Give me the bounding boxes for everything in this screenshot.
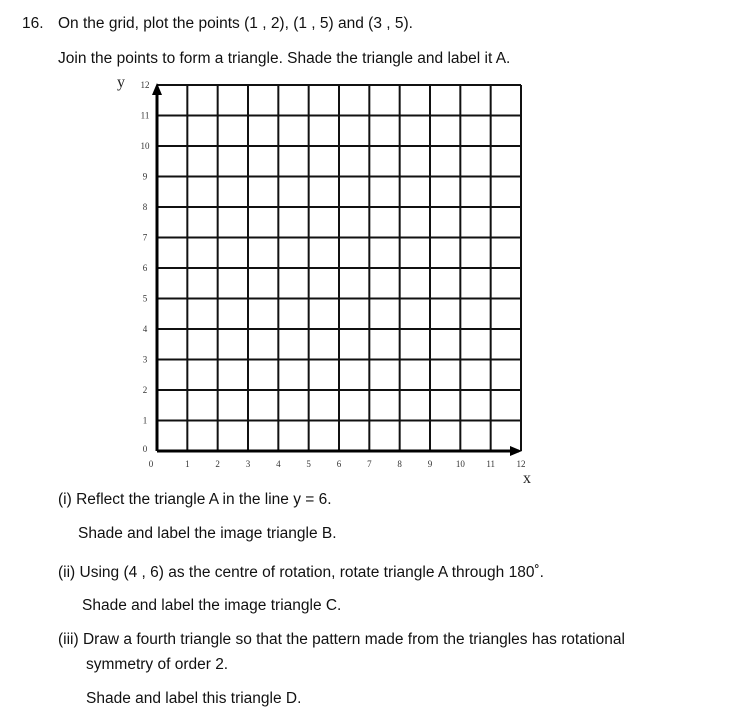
x-tick-label: 6: [336, 459, 342, 469]
tick-labels: [141, 80, 526, 469]
y-axis-label: y: [117, 74, 125, 91]
y-tick-label: 1: [142, 415, 148, 426]
y-tick-label: 2: [142, 385, 148, 395]
y-tick-label: 7: [142, 232, 148, 243]
y-tick-label: 5: [142, 293, 148, 304]
x-tick-label: 12: [516, 459, 526, 469]
x-tick-label: 2: [215, 459, 220, 469]
part-ii-instruction: Shade and label the image triangle C.: [82, 597, 342, 614]
part-i-instruction: Shade and label the image triangle B.: [78, 525, 337, 542]
x-tick-label: 11: [486, 459, 496, 469]
y-tick-label: 4: [142, 324, 148, 334]
question-number: 16.: [22, 15, 44, 32]
y-tick-label: 10: [140, 141, 150, 151]
y-tick-label: 0: [142, 444, 148, 454]
x-tick-label: 7: [367, 459, 372, 469]
x-axis-label: x: [523, 470, 531, 487]
x-tick-label: 0: [148, 459, 154, 469]
part-i-text: (i) Reflect the triangle A in the line y = 6.: [58, 491, 332, 508]
y-tick-label: 8: [142, 202, 148, 212]
x-tick-label: 5: [306, 459, 311, 469]
x-tick-label: 3: [245, 459, 251, 469]
x-tick-label: 9: [427, 459, 433, 469]
x-tick-label: 1: [185, 459, 190, 469]
part-iii-instruction: Shade and label this triangle D.: [86, 690, 302, 707]
y-tick-label: 3: [142, 354, 148, 365]
x-tick-label: 8: [397, 459, 402, 469]
y-tick-label: 6: [142, 263, 148, 273]
question-line-2: Join the points to form a triangle. Shade the triangle and label it A.: [58, 50, 511, 67]
y-tick-label: 12: [140, 80, 150, 90]
question-line-1: On the grid, plot the points (1 , 2), (1 , 5) and (3 , 5).: [58, 15, 413, 32]
y-tick-label: 11: [140, 110, 150, 121]
gridlines: [152, 83, 522, 456]
part-iii-text-cont: symmetry of order 2.: [86, 656, 229, 673]
y-tick-label: 9: [142, 171, 148, 182]
part-iii-text: (iii) Draw a fourth triangle so that the pattern made from the triangles has rotational: [58, 631, 625, 648]
part-ii-text: (ii) Using (4 , 6) as the centre of rotation, rotate triangle A through 180˚.: [58, 564, 544, 581]
x-tick-label: 4: [276, 459, 281, 469]
x-tick-label: 10: [455, 459, 465, 469]
